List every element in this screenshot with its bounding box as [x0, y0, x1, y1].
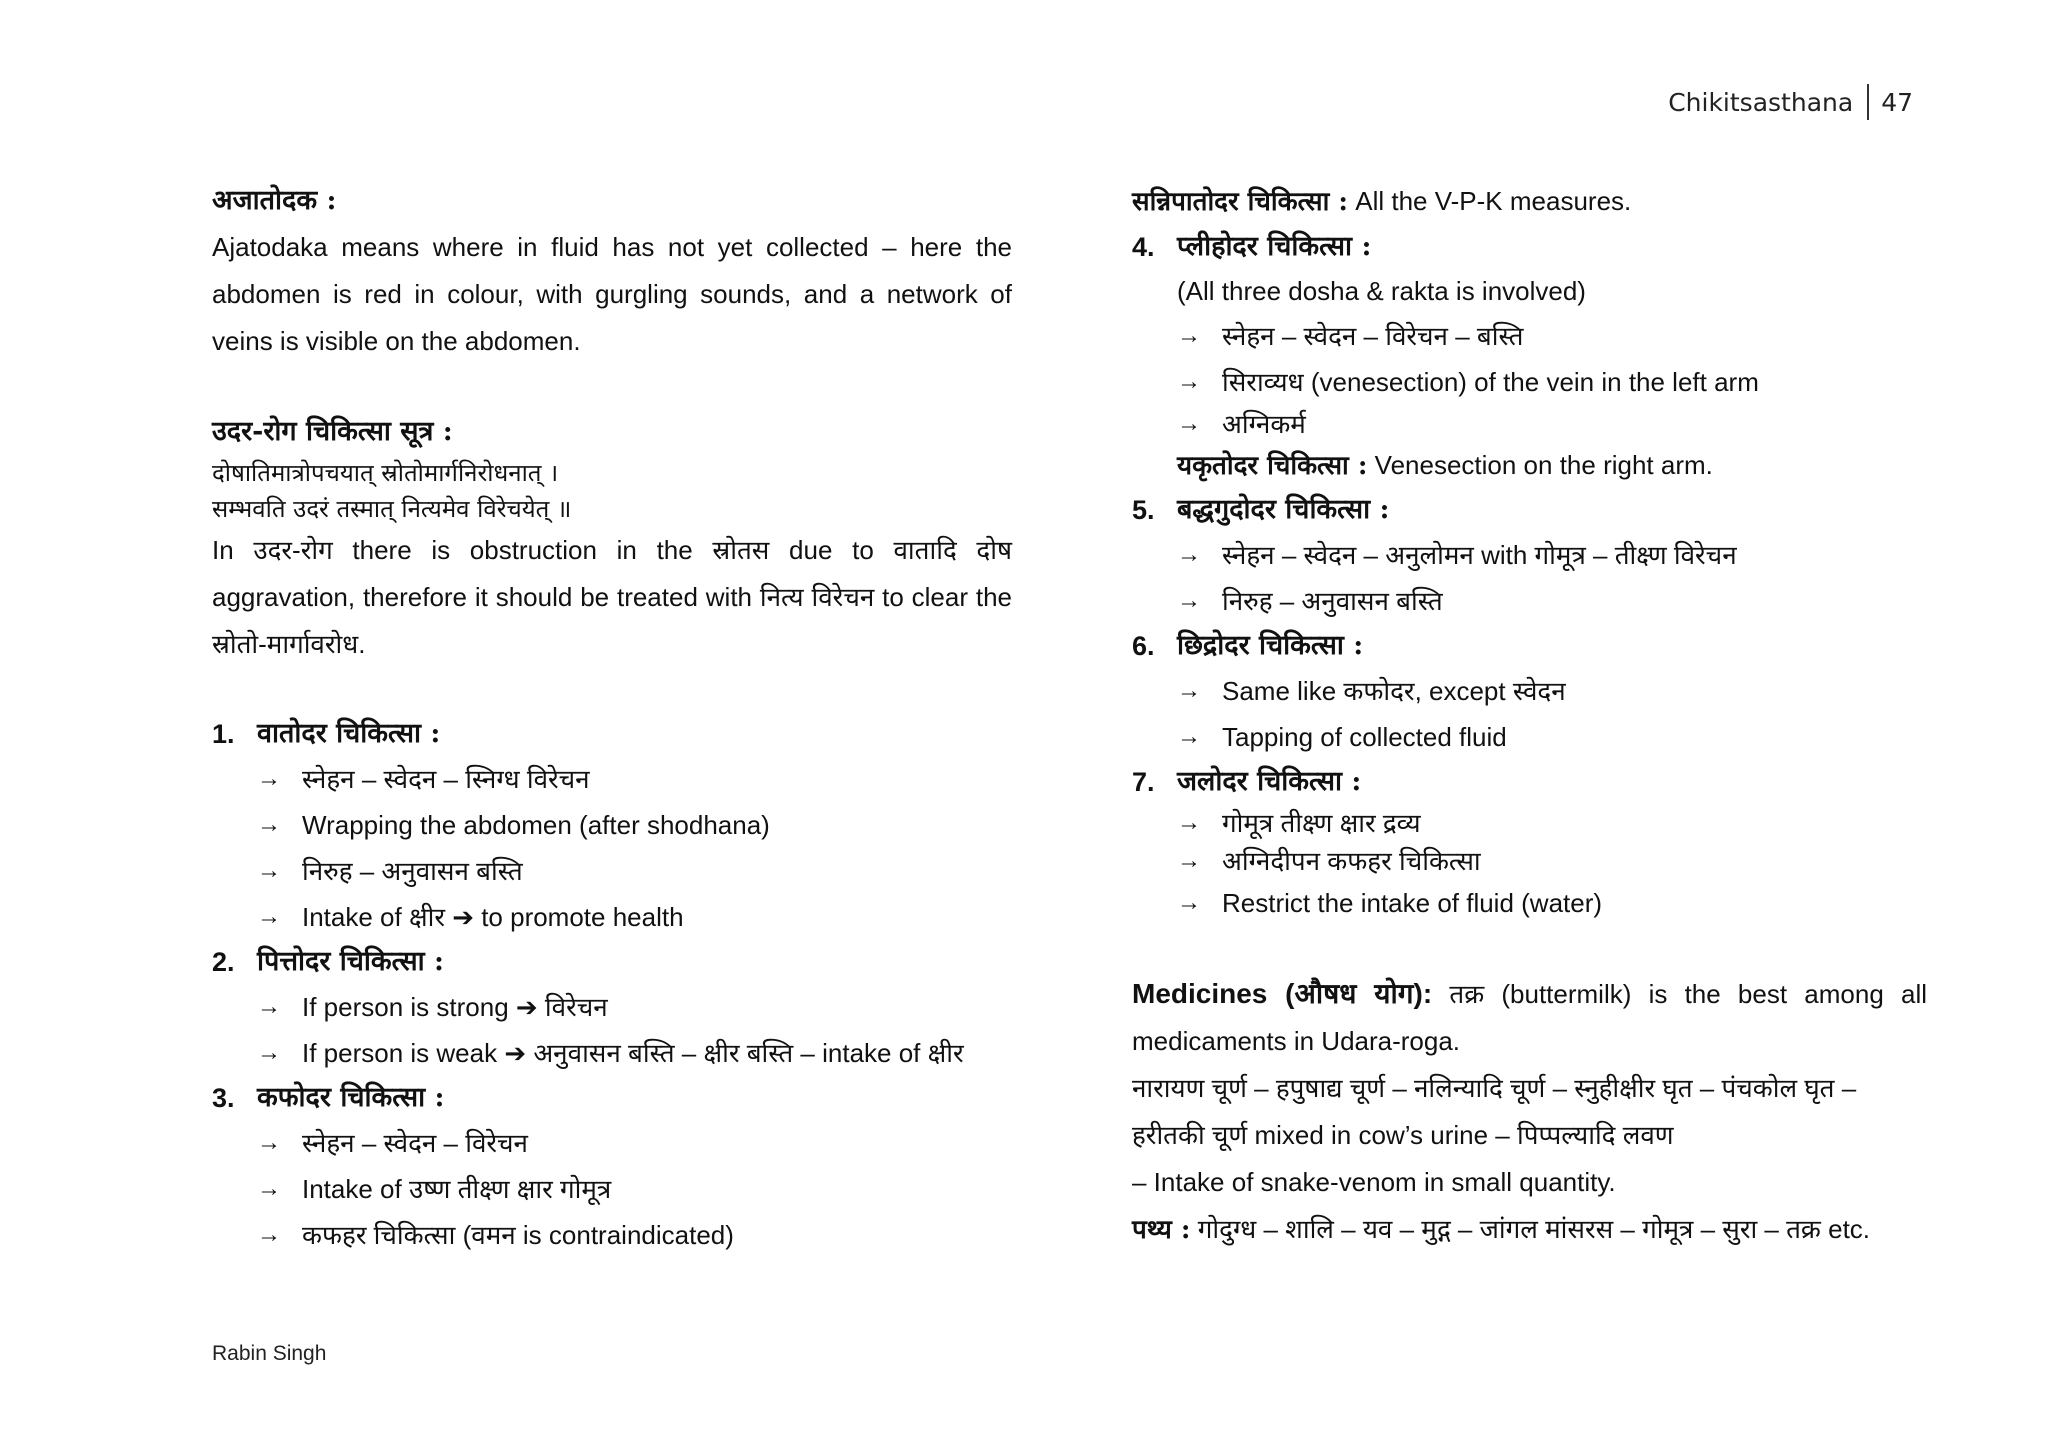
list-title: प्लीहोदर चिकित्सा : — [1177, 231, 1372, 262]
item-text: Tapping of collected fluid — [1222, 722, 1507, 752]
item-text: निरुह – अनुवासन बस्ति — [302, 856, 523, 886]
item-text: अग्निदीपन कफहर चिकित्सा — [1222, 846, 1481, 876]
pathya-line — [1132, 1206, 1927, 1254]
list-number: 6. — [1132, 631, 1155, 661]
section-heading-baddhagudodara — [1132, 488, 1927, 532]
section-heading-ajatodaka: अजातोदक : — [212, 185, 337, 216]
list-item — [212, 1120, 1012, 1166]
author-footer: Rabin Singh — [212, 1342, 327, 1365]
list-title: जलोदर चिकित्सा : — [1177, 766, 1362, 797]
item-text: स्नेहन – स्वेदन – विरेचन — [302, 1128, 528, 1158]
arrow-icon: → — [1177, 847, 1201, 874]
section-heading-jalodara — [1132, 760, 1927, 804]
list-number: 2. — [212, 947, 235, 977]
pathya-label: पथ्य : — [1132, 1215, 1191, 1245]
arrow-icon: → — [257, 1129, 281, 1156]
arrow-icon: → — [257, 857, 281, 884]
item-text: Same like कफोदर, except स्वेदन — [1222, 676, 1566, 706]
list-item — [212, 1166, 1012, 1212]
item-text: If person is strong ➔ विरेचन — [302, 992, 608, 1022]
item-text: स्नेहन – स्वेदन – अनुलोमन with गोमूत्र – तीक्ष्ण विरेचन — [1222, 540, 1737, 570]
list-title: छिद्रोदर चिकित्सा : — [1177, 630, 1364, 661]
arrow-icon: → — [1177, 587, 1201, 614]
yakritodara-line — [1132, 443, 1927, 488]
header-divider — [1867, 84, 1869, 120]
section-heading-chhidrodara — [1132, 624, 1927, 668]
plihodara-note: (All three dosha & rakta is involved) — [1177, 276, 1586, 306]
item-text: स्नेहन – स्वेदन – विरेचन – बस्ति — [1222, 321, 1524, 351]
arrow-icon: → — [257, 1221, 281, 1248]
list-item — [1132, 842, 1927, 880]
section-heading-kaphodara — [212, 1076, 1012, 1120]
spacer — [212, 668, 1012, 712]
item-text: कफहर चिकित्सा (वमन is contraindicated) — [302, 1220, 734, 1250]
arrow-icon: → — [257, 903, 281, 930]
right-column — [1132, 178, 1927, 1254]
arrow-icon: → — [257, 993, 281, 1020]
medicines-label: Medicines (औषध योग): — [1132, 978, 1433, 1009]
list-title: कफोदर चिकित्सा : — [257, 1082, 445, 1113]
item-text: गोमूत्र तीक्ष्ण क्षार द्रव्य — [1222, 808, 1421, 838]
list-item — [1132, 359, 1927, 405]
sannipata-line — [1132, 178, 1927, 225]
arrow-icon: → — [1177, 368, 1201, 395]
arrow-icon: → — [257, 1039, 281, 1066]
pathya-text: गोदुग्ध – शालि – यव – मुद्ग – जांगल मांसरस – गोमूत्र – सुरा – तक्र etc. — [1190, 1214, 1871, 1244]
spacer — [212, 365, 1012, 409]
yakritodara-text: Venesection on the right arm. — [1367, 450, 1713, 480]
item-text: Intake of क्षीर ➔ to promote health — [302, 902, 684, 932]
medicines-note: – Intake of snake-venom in small quantity. — [1132, 1167, 1616, 1197]
list-title: पित्तोदर चिकित्सा : — [257, 946, 444, 977]
list-item — [212, 894, 1012, 940]
arrow-icon: → — [1177, 322, 1201, 349]
list-item — [1132, 405, 1927, 443]
section-heading-vatodara — [212, 712, 1012, 756]
section-heading-yakritodara: यकृतोदर चिकित्सा : — [1177, 451, 1368, 481]
arrow-icon: → — [257, 1175, 281, 1202]
list-item — [212, 756, 1012, 802]
list-item — [1132, 804, 1927, 842]
arrow-icon: → — [1177, 541, 1201, 568]
list-title: वातोदर चिकित्सा : — [257, 718, 441, 749]
item-text: If person is weak ➔ अनुवासन बस्ति – क्षीर बस्ति – intake of क्षीर — [302, 1038, 964, 1068]
section-heading-sannipatodara: सन्निपातोदर चिकित्सा : — [1132, 187, 1349, 217]
shloka-line: सम्भवति उदरं तस्मात् नित्यमेव विरेचयेत् ॥ — [212, 495, 572, 523]
list-number: 5. — [1132, 495, 1155, 525]
list-item — [212, 1030, 1012, 1076]
shloka-line: दोषातिमात्रोपचयात् स्रोतोमार्गनिरोधनात् । — [212, 459, 559, 487]
list-number: 7. — [1132, 767, 1155, 797]
list-item — [212, 984, 1012, 1030]
spacer — [1132, 926, 1927, 970]
chapter-title: Chikitsasthana — [1668, 87, 1854, 117]
sannipata-text: All the V-P-K measures. — [1348, 186, 1632, 216]
item-text: अग्निकर्म — [1222, 409, 1306, 439]
section-heading-plihodara — [1132, 225, 1927, 269]
item-text: स्नेहन – स्वेदन – स्निग्ध विरेचन — [302, 764, 590, 794]
arrow-icon: → — [257, 765, 281, 792]
ajatodaka-paragraph: Ajatodaka means where in fluid has not yet collected – here the abdomen is red in colour, with gurgling sounds, and a network of veins is visible on the abdomen. — [212, 232, 1012, 356]
list-item — [212, 802, 1012, 848]
list-item — [212, 1212, 1012, 1258]
page-header — [1668, 84, 1913, 120]
item-text: Intake of उष्ण तीक्ष्ण क्षार गोमूत्र — [302, 1174, 612, 1204]
list-number: 3. — [212, 1083, 235, 1113]
list-item — [1132, 578, 1927, 624]
list-number: 4. — [1132, 232, 1155, 262]
list-item — [1132, 532, 1927, 578]
item-text: निरुह – अनुवासन बस्ति — [1222, 586, 1443, 616]
list-item — [1132, 880, 1927, 926]
medicines-list: नारायण चूर्ण – हपुषाद्य चूर्ण – नलिन्यादि चूर्ण – स्नुहीक्षीर घृत – पंचकोल घृत – हरीतकी चूर्ण mixed in cow’s urine – पिप्पल्यादि लवण — [1132, 1073, 1857, 1150]
arrow-icon: → — [1177, 809, 1201, 836]
medicines-paragraph — [1132, 970, 1927, 1065]
list-item — [1132, 668, 1927, 714]
item-text: Restrict the intake of fluid (water) — [1222, 888, 1603, 918]
medicines-text: तक्र (buttermilk) is the best among all medicaments in Udara-roga. — [1132, 979, 1927, 1056]
arrow-icon: → — [1177, 410, 1201, 437]
page-number: 47 — [1881, 87, 1913, 117]
section-heading-pittodara — [212, 940, 1012, 984]
list-item — [1132, 313, 1927, 359]
item-text: Wrapping the abdomen (after shodhana) — [302, 810, 770, 840]
arrow-icon: → — [257, 811, 281, 838]
sutra-paragraph: In उदर-रोग there is obstruction in the स्रोतस due to वातादि दोष aggravation, therefore it should be treated with नित्य विरेचन to clear the स्रोतो-मार्गावरोध. — [212, 535, 1012, 659]
item-text: सिराव्यध (venesection) of the vein in the left arm — [1222, 367, 1759, 397]
arrow-icon: → — [1177, 677, 1201, 704]
list-item — [1132, 714, 1927, 760]
list-title: बद्धगुदोदर चिकित्सा : — [1177, 494, 1390, 525]
arrow-icon: → — [1177, 723, 1201, 750]
list-number: 1. — [212, 719, 235, 749]
left-column — [212, 178, 1012, 1258]
section-heading-sutra: उदर-रोग चिकित्सा सूत्र : — [212, 416, 453, 447]
arrow-icon: → — [1177, 889, 1201, 916]
list-item — [212, 848, 1012, 894]
